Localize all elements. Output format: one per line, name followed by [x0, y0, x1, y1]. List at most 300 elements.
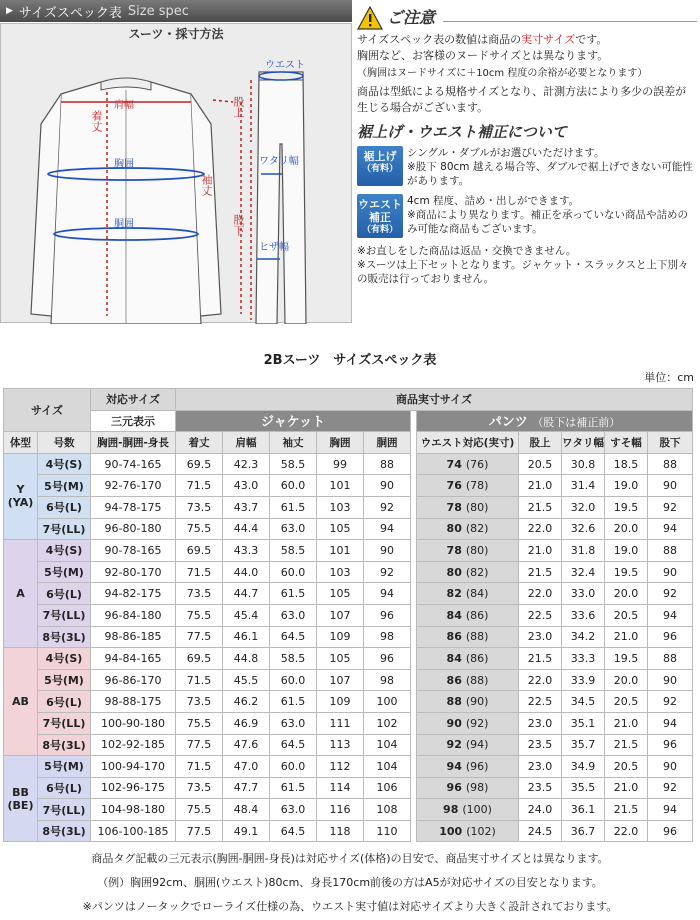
waist-actual: (78): [465, 479, 489, 493]
table-cell: 90-78-165: [91, 540, 176, 562]
table-cell: 5号(M): [38, 756, 91, 778]
table-cell: 63.0: [270, 799, 317, 821]
waist-cell: [417, 777, 519, 799]
th-sodetake: 袖丈: [270, 432, 317, 454]
table-cell: 31.8: [562, 540, 605, 562]
table-cell: 21.5: [605, 734, 648, 756]
notice-p2: 胸囲など、お客様のヌードサイズとは異なります。: [357, 49, 609, 62]
table-cell: 98: [364, 669, 411, 691]
table-cell: 47.0: [223, 756, 270, 778]
table-cell: 60.0: [270, 669, 317, 691]
table-cell: 88: [364, 453, 411, 475]
table-cell: 21.5: [519, 648, 562, 670]
table-cell: 75.5: [176, 518, 223, 540]
table-cell: 107: [317, 604, 364, 626]
waist-size: 82: [446, 587, 462, 601]
label-waist-jacket: 胴囲: [114, 219, 134, 230]
table-cell: 94: [648, 712, 693, 734]
table-cell: 73.5: [176, 691, 223, 713]
table-cell: 101: [317, 540, 364, 562]
table-cell: 108: [364, 799, 411, 821]
table-cell: 20.5: [519, 453, 562, 475]
table-cell: 22.0: [519, 518, 562, 540]
table-cell: 58.5: [270, 648, 317, 670]
table-cell: 94: [648, 799, 693, 821]
table-row: [4, 712, 693, 734]
table-cell: 90: [648, 475, 693, 497]
table-title: 2Bスーツ サイズスペック表: [263, 353, 437, 368]
table-cell: 61.5: [270, 583, 317, 605]
table-cell: 92: [364, 496, 411, 518]
table-cell: 7号(LL): [38, 518, 91, 540]
th-sangen: 三元表示: [91, 410, 176, 432]
th-sangen-detail: 胸囲-胴囲-身長: [91, 432, 176, 454]
table-cell: 4号(S): [38, 540, 91, 562]
table-cell: 94-84-165: [91, 648, 176, 670]
th-pants: パンツ （股下は補正前）: [417, 410, 693, 432]
waist-actual: (86): [465, 651, 489, 665]
waist-cell: [417, 475, 519, 497]
table-cell: 47.7: [223, 777, 270, 799]
waist-actual: (82): [465, 522, 489, 536]
table-row: [4, 626, 693, 648]
caution-divider: [443, 21, 697, 22]
table-cell: 69.5: [176, 648, 223, 670]
table-cell: 44.8: [223, 648, 270, 670]
table-cell: 22.5: [519, 691, 562, 713]
table-cell: 22.0: [519, 669, 562, 691]
table-cell: 94: [364, 518, 411, 540]
table-row: [4, 734, 693, 756]
table-cell: 99: [317, 453, 364, 475]
table-cell: 71.5: [176, 756, 223, 778]
table-cell: 23.5: [519, 734, 562, 756]
body-type-cell: A: [4, 540, 38, 648]
waist-actual: (84): [465, 587, 489, 601]
table-cell: 96-84-180: [91, 604, 176, 626]
waist-badge: ウエスト 補正 （有料）: [357, 194, 403, 238]
waist-cell: [417, 712, 519, 734]
table-cell: 116: [317, 799, 364, 821]
table-cell: 109: [317, 626, 364, 648]
th-doi: 胴囲: [364, 432, 411, 454]
table-cell: 88: [648, 453, 693, 475]
table-cell: 61.5: [270, 691, 317, 713]
table-cell: 31.4: [562, 475, 605, 497]
table-cell: 23.5: [519, 777, 562, 799]
table-cell: 105: [317, 648, 364, 670]
table-cell: 92: [648, 583, 693, 605]
table-cell: 22.0: [519, 583, 562, 605]
table-cell: 88: [648, 648, 693, 670]
header-subtitle: Size spec: [127, 3, 189, 19]
table-cell: 35.1: [562, 712, 605, 734]
waist-actual: (82): [465, 565, 489, 579]
table-cell: 103: [317, 496, 364, 518]
waist-size: 80: [446, 565, 462, 579]
body-type-cell: Y (YA): [4, 453, 38, 539]
table-cell: 34.5: [562, 691, 605, 713]
table-cell: 104: [364, 734, 411, 756]
table-cell: 18.5: [605, 453, 648, 475]
table-cell: 45.4: [223, 604, 270, 626]
waist-actual: (88): [465, 630, 489, 644]
table-cell: 20.5: [605, 604, 648, 626]
table-cell: 104: [364, 756, 411, 778]
spec-header-bar: [0, 0, 352, 22]
measurement-title: スーツ・採寸方法: [128, 27, 224, 41]
table-cell: 48.4: [223, 799, 270, 821]
waist-size: 98: [443, 803, 459, 817]
waist-cell: [417, 691, 519, 713]
table-row: [4, 777, 693, 799]
th-susohaba: すそ幅: [605, 432, 648, 454]
table-cell: 4号(S): [38, 453, 91, 475]
table-cell: 33.3: [562, 648, 605, 670]
table-cell: 7号(LL): [38, 799, 91, 821]
table-cell: 109: [317, 691, 364, 713]
table-cell: 21.5: [519, 561, 562, 583]
waist-size: 100: [439, 824, 463, 838]
table-cell: 49.1: [223, 820, 270, 842]
waist-cell: [417, 540, 519, 562]
waist-actual: (98): [465, 781, 489, 795]
caution-heading: [357, 4, 697, 32]
th-size: サイズ: [4, 389, 91, 432]
label-chest: 胸囲: [114, 159, 134, 170]
table-cell: 8号(3L): [38, 626, 91, 648]
th-gosu: 号数: [38, 432, 91, 454]
table-cell: 63.0: [270, 518, 317, 540]
label-shoulder-width: 肩幅: [114, 100, 134, 111]
table-row: [4, 669, 693, 691]
table-cell: 19.5: [605, 496, 648, 518]
waist-cell: [417, 626, 519, 648]
label-thigh-width: ワタリ幅: [259, 156, 299, 167]
table-row: [4, 540, 693, 562]
waist-badge-row: [357, 194, 697, 238]
table-row: [4, 453, 693, 475]
waist-actual: (86): [465, 608, 489, 622]
table-cell: 43.7: [223, 496, 270, 518]
table-row: [4, 756, 693, 778]
table-cell: 112: [317, 756, 364, 778]
table-cell: 110: [364, 820, 411, 842]
unit-label: 単位：cm: [644, 371, 694, 384]
table-cell: 94-82-175: [91, 583, 176, 605]
table-cell: 92-80-170: [91, 561, 176, 583]
table-cell: 6号(L): [38, 777, 91, 799]
waist-size: 78: [446, 500, 462, 514]
waist-cell: [417, 604, 519, 626]
table-cell: 21.0: [519, 540, 562, 562]
waist-size: 74: [446, 457, 462, 471]
table-cell: 75.5: [176, 799, 223, 821]
table-cell: 102-92-185: [91, 734, 176, 756]
label-pants-waist: ウエスト: [265, 60, 305, 71]
table-cell: 42.3: [223, 453, 270, 475]
size-spec-table: [3, 388, 693, 842]
waist-size: 84: [446, 651, 462, 665]
waist-cell: [417, 799, 519, 821]
table-cell: 20.5: [605, 691, 648, 713]
table-cell: 45.5: [223, 669, 270, 691]
table-cell: 19.5: [605, 648, 648, 670]
waist-cell: [417, 669, 519, 691]
table-cell: 100: [364, 691, 411, 713]
table-cell: 96: [648, 734, 693, 756]
table-row: [4, 496, 693, 518]
table-cell: 98-88-175: [91, 691, 176, 713]
waist-cell: [417, 734, 519, 756]
table-cell: 20.0: [605, 518, 648, 540]
th-jacket: ジャケット: [176, 410, 411, 432]
notice-p5: ※お直しをした商品は返品・交換できません。: [357, 245, 577, 257]
table-row: [4, 648, 693, 670]
table-cell: 21.5: [605, 799, 648, 821]
th-watari: ワタリ幅: [562, 432, 605, 454]
table-cell: 94-78-175: [91, 496, 176, 518]
label-rise: 股上: [232, 96, 245, 118]
table-cell: 22.0: [605, 820, 648, 842]
waist-size: 96: [446, 781, 462, 795]
table-cell: 69.5: [176, 540, 223, 562]
table-cell: 43.0: [223, 475, 270, 497]
waist-cell: [417, 583, 519, 605]
table-cell: 111: [317, 712, 364, 734]
table-cell: 106-100-185: [91, 820, 176, 842]
table-cell: 33.9: [562, 669, 605, 691]
table-cell: 23.0: [519, 756, 562, 778]
table-cell: 96-80-180: [91, 518, 176, 540]
table-cell: 75.5: [176, 712, 223, 734]
hem-waist-heading: 裾上げ・ウエスト補正について: [357, 123, 567, 141]
table-cell: 96: [364, 648, 411, 670]
notice-p4: 商品は型紙による規格サイズとなり、計測方法により多少の誤差が生じる場合がございます。: [357, 85, 687, 114]
table-cell: 46.9: [223, 712, 270, 734]
table-cell: 118: [317, 820, 364, 842]
footer-note-3: ※パンツはノータックでローライズ仕様の為、ウエスト実寸値は対応サイズより大きく設計されております。: [82, 900, 618, 913]
th-katahaba: 肩幅: [223, 432, 270, 454]
table-cell: 6号(L): [38, 496, 91, 518]
table-cell: 21.0: [519, 475, 562, 497]
table-cell: 7号(LL): [38, 712, 91, 734]
table-cell: 61.5: [270, 777, 317, 799]
table-cell: 105: [317, 583, 364, 605]
th-taio: 対応サイズ: [91, 389, 176, 411]
table-cell: 96: [648, 626, 693, 648]
table-cell: 90: [648, 669, 693, 691]
waist-actual: (80): [465, 543, 489, 557]
table-cell: 102-96-175: [91, 777, 176, 799]
table-cell: 106: [364, 777, 411, 799]
notice-p6: ※スーツは上下セットとなります。ジャケット・スラックスと上下別々の販売は行っておりません。: [357, 259, 689, 285]
th-kitake: 着丈: [176, 432, 223, 454]
body-type-cell: AB: [4, 648, 38, 756]
waist-cell: [417, 756, 519, 778]
table-cell: 6号(L): [38, 691, 91, 713]
table-cell: 44.4: [223, 518, 270, 540]
table-cell: 77.5: [176, 734, 223, 756]
table-cell: 35.5: [562, 777, 605, 799]
hem-badge: 裾上げ （有料）: [357, 146, 403, 186]
table-cell: 92-76-170: [91, 475, 176, 497]
table-cell: 32.4: [562, 561, 605, 583]
table-cell: 23.0: [519, 712, 562, 734]
table-cell: 24.0: [519, 799, 562, 821]
table-cell: 8号(3L): [38, 820, 91, 842]
footer-note-1: 商品タグ記載の三元表示(胸囲-胴囲-身長)は対応サイズ(体格)の目安で、商品実寸サイズとは異なります。: [91, 852, 609, 865]
table-cell: 19.0: [605, 540, 648, 562]
waist-actual: (88): [465, 673, 489, 687]
table-cell: 107: [317, 669, 364, 691]
table-cell: 63.0: [270, 712, 317, 734]
table-cell: 96: [364, 604, 411, 626]
table-cell: 102: [364, 712, 411, 734]
table-cell: 60.0: [270, 475, 317, 497]
table-cell: 90-74-165: [91, 453, 176, 475]
th-matagami: 股上: [519, 432, 562, 454]
table-row: [4, 475, 693, 497]
label-inseam: 股下: [232, 214, 245, 236]
waist-actual: (76): [465, 457, 489, 471]
table-cell: 100-94-170: [91, 756, 176, 778]
table-cell: 7号(LL): [38, 604, 91, 626]
table-cell: 98: [364, 626, 411, 648]
table-cell: 5号(M): [38, 669, 91, 691]
table-cell: 69.5: [176, 453, 223, 475]
notice-p1: サイズスペック表の数値は商品の実寸サイズです。: [357, 33, 608, 46]
table-cell: 32.6: [562, 518, 605, 540]
table-cell: 73.5: [176, 777, 223, 799]
table-cell: 21.5: [519, 496, 562, 518]
table-cell: 75.5: [176, 604, 223, 626]
th-matashita: 股下: [648, 432, 693, 454]
table-cell: 96: [648, 820, 693, 842]
table-cell: 60.0: [270, 561, 317, 583]
table-cell: 96-86-170: [91, 669, 176, 691]
body-type-cell: BB (BE): [4, 756, 38, 842]
table-cell: 77.5: [176, 626, 223, 648]
table-cell: 19.5: [605, 561, 648, 583]
table-cell: 36.7: [562, 820, 605, 842]
table-cell: 4号(S): [38, 648, 91, 670]
table-cell: 60.0: [270, 756, 317, 778]
table-cell: 35.7: [562, 734, 605, 756]
waist-cell: [417, 518, 519, 540]
table-cell: 21.0: [605, 777, 648, 799]
th-waist: ウエスト対応(実寸): [417, 432, 519, 454]
table-cell: 34.2: [562, 626, 605, 648]
table-cell: 8号(3L): [38, 734, 91, 756]
footer-note-2: （例）胸囲92cm、胴囲(ウエスト)80cm、身長170cm前後の方はA5が対応サイズの目安となります。: [97, 876, 603, 889]
table-cell: 90: [364, 540, 411, 562]
table-cell: 104-98-180: [91, 799, 176, 821]
table-cell: 71.5: [176, 561, 223, 583]
waist-text: 4cm 程度、詰め・出しができます。 ※商品により異なります。補正を承っていない商品や詰めのみ可能な商品もございます。: [407, 195, 688, 235]
th-taikei: 体型: [4, 432, 38, 454]
waist-cell: [417, 648, 519, 670]
table-cell: 94: [648, 518, 693, 540]
table-cell: 101: [317, 475, 364, 497]
table-cell: 98-86-185: [91, 626, 176, 648]
waist-actual: (102): [466, 824, 496, 838]
waist-size: 86: [446, 673, 462, 687]
table-cell: 23.0: [519, 626, 562, 648]
hem-text: シングル・ダブルがお選びいただけます。 ※股下 80cm 越える場合等、ダブルで裾上げできない可能性があります。: [407, 147, 693, 187]
waist-size: 80: [446, 522, 462, 536]
label-sleeve-length: 袖丈: [200, 174, 213, 196]
table-cell: 73.5: [176, 583, 223, 605]
table-cell: 36.1: [562, 799, 605, 821]
table-cell: 114: [317, 777, 364, 799]
table-cell: 58.5: [270, 540, 317, 562]
th-munei: 胸囲: [317, 432, 364, 454]
label-jacket-length: 着丈: [90, 110, 103, 132]
table-cell: 5号(M): [38, 561, 91, 583]
table-row: [4, 604, 693, 626]
table-cell: 100-90-180: [91, 712, 176, 734]
table-cell: 19.0: [605, 475, 648, 497]
table-cell: 43.3: [223, 540, 270, 562]
table-cell: 61.5: [270, 496, 317, 518]
notice-highlight: 実寸サイズ: [521, 33, 576, 46]
waist-size: 86: [446, 630, 462, 644]
waist-size: 78: [446, 543, 462, 557]
table-cell: 58.5: [270, 453, 317, 475]
table-cell: 21.0: [605, 626, 648, 648]
table-cell: 34.9: [562, 756, 605, 778]
table-cell: 47.6: [223, 734, 270, 756]
table-cell: 6号(L): [38, 583, 91, 605]
table-cell: 90: [648, 756, 693, 778]
table-cell: 88: [648, 540, 693, 562]
table-row: [4, 820, 693, 842]
table-cell: 113: [317, 734, 364, 756]
table-cell: 103: [317, 561, 364, 583]
waist-actual: (90): [465, 695, 489, 709]
table-cell: 20.0: [605, 669, 648, 691]
header-title: サイズスペック表: [18, 5, 122, 21]
label-knee-width: ヒザ幅: [259, 242, 289, 253]
table-cell: 44.7: [223, 583, 270, 605]
table-cell: 90: [648, 561, 693, 583]
waist-size: 76: [446, 479, 462, 493]
table-cell: 44.0: [223, 561, 270, 583]
table-cell: 30.8: [562, 453, 605, 475]
table-cell: 5号(M): [38, 475, 91, 497]
waist-cell: [417, 453, 519, 475]
table-cell: 77.5: [176, 820, 223, 842]
warning-icon: [357, 6, 383, 30]
waist-cell: [417, 561, 519, 583]
table-cell: 46.1: [223, 626, 270, 648]
table-cell: 63.0: [270, 604, 317, 626]
spec-table-body: [4, 453, 693, 842]
table-cell: 32.0: [562, 496, 605, 518]
notice-p3: （胸囲はヌードサイズに＋10cm 程度の余裕が必要となります）: [357, 68, 648, 79]
table-row: [4, 691, 693, 713]
table-row: [4, 518, 693, 540]
waist-size: 84: [446, 608, 462, 622]
table-cell: 71.5: [176, 669, 223, 691]
table-row: [4, 561, 693, 583]
table-cell: 33.6: [562, 604, 605, 626]
table-cell: 22.5: [519, 604, 562, 626]
notice-section: [357, 4, 697, 324]
table-cell: 20.0: [605, 583, 648, 605]
hem-badge-row: [357, 146, 697, 188]
